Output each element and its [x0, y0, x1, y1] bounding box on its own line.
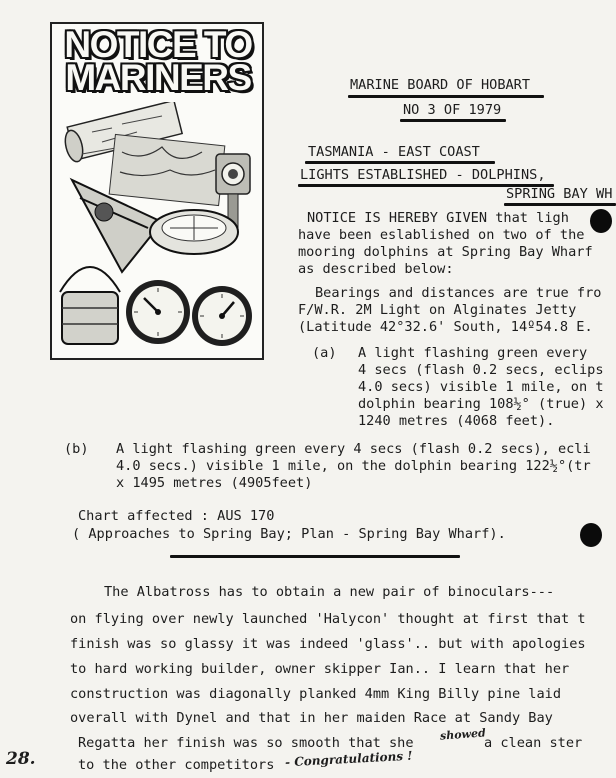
notice-to-mariners-graphic [50, 22, 264, 360]
handwritten-congratulations: - Congratulations ! [284, 748, 413, 770]
column-line-1: The Albatross has to obtain a new pair of binoculars--- [104, 584, 555, 600]
punch-hole-bottom [580, 523, 602, 547]
item-b-line-1: A light flashing green every 4 secs (flash 0.2 secs), ecli [116, 441, 591, 457]
bearings-line-2: F/W.R. 2M Light on Alginates Jetty [298, 302, 577, 318]
item-a-line-1: A light flashing green every [358, 345, 588, 361]
column-line-4: to hard working builder, owner skipper Ian.. I learn that her [70, 661, 570, 677]
notice-line-3: mooring dolphins at Spring Bay Wharf [298, 244, 593, 260]
marine-board-title: MARINE BOARD OF HOBART [350, 77, 531, 93]
title-underline [348, 95, 544, 98]
item-a-label: (a) [312, 345, 337, 361]
column-line-7-end: a clean ster [484, 735, 583, 751]
chart-affected: Chart affected : AUS 170 [78, 508, 275, 524]
item-a-line-5: 1240 metres (4068 feet). [358, 413, 555, 429]
bearings-line-1: Bearings and distances are true fro [315, 285, 602, 301]
item-a-line-2: 4 secs (flash 0.2 secs, eclips [358, 362, 604, 378]
notice-line-2: have been eslablished on two of the [298, 227, 585, 243]
notice-title [58, 24, 258, 98]
item-b-label: (b) [64, 441, 89, 457]
section-divider [170, 555, 460, 558]
notice-line-1: NOTICE IS HEREBY GIVEN that ligh [307, 210, 569, 226]
column-line-3: finish was so glassy it was indeed 'glass'.. but with apologies [70, 636, 586, 652]
item-a-line-3: 4.0 secs) visible 1 mile, on t [358, 379, 604, 395]
column-line-8: to the other competitors [78, 757, 275, 773]
item-a-line-4: dolphin bearing 108½° (true) x [358, 396, 604, 412]
column-line-6: overall with Dynel and that in her maiden Race at Sandy Bay [70, 710, 553, 726]
column-line-5: construction was diagonally planked 4mm King Billy pine laid [70, 686, 562, 702]
region-underline [305, 161, 495, 164]
page-number: 28. [6, 749, 36, 769]
bearings-line-3: (Latitude 42°32.6' South, 14º54.8 E. [298, 319, 593, 335]
item-b-line-3: x 1495 metres (4905feet) [116, 475, 313, 491]
notice-number-underline [400, 119, 506, 122]
notice-title-line1: NOTICE TO [64, 24, 252, 65]
column-line-2: on flying over newly launched 'Halycon' thought at first that t [70, 611, 586, 627]
notice-line-4: as described below: [298, 261, 454, 277]
column-line-7: Regatta her finish was so smooth that she [78, 735, 414, 751]
subject-heading-line2: SPRING BAY WH [506, 186, 613, 202]
notice-number: NO 3 OF 1979 [403, 102, 502, 118]
subject-heading-line1: LIGHTS ESTABLISHED - DOLPHINS, [300, 167, 546, 183]
punch-hole-top [590, 209, 612, 233]
item-b-line-2: 4.0 secs.) visible 1 mile, on the dolphin bearing 122½°(tr [116, 458, 591, 474]
chart-approaches: ( Approaches to Spring Bay; Plan - Spring Bay Wharf). [72, 526, 506, 542]
nautical-instruments-illustration [52, 102, 262, 358]
region-heading: TASMANIA - EAST COAST [308, 144, 480, 160]
notice-title-line2: MARINERS [65, 57, 251, 98]
handwritten-correction: showed [439, 726, 487, 743]
subject-underline-2 [504, 203, 616, 206]
